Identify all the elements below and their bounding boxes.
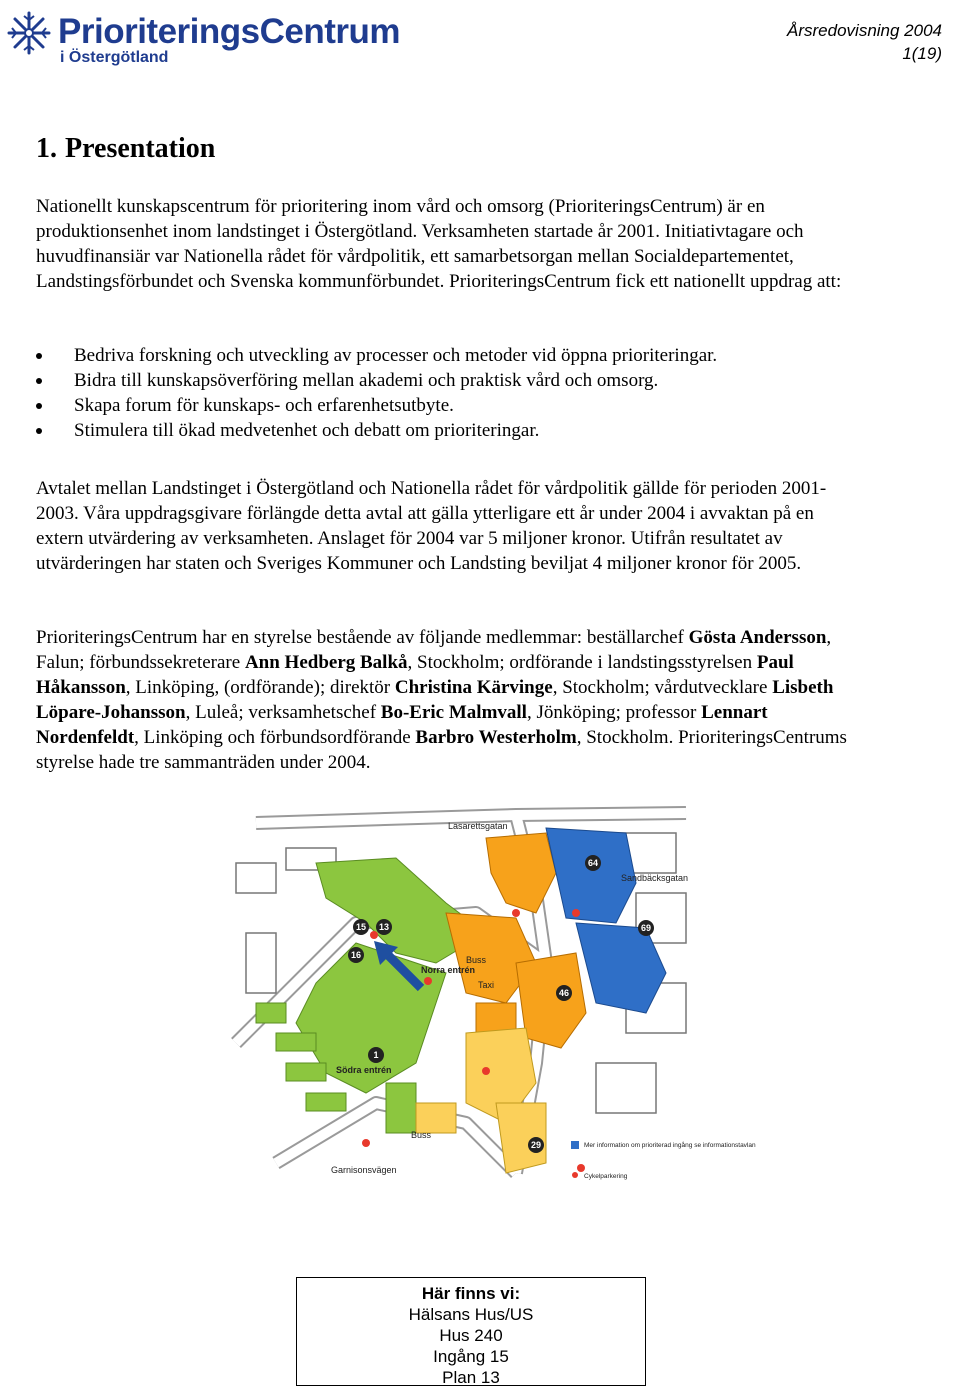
board-member-name: Gösta Andersson xyxy=(688,627,827,648)
board-member-name: Paul Håkansson xyxy=(36,652,794,698)
board-member-name: Lisbeth Löpare-Johansson xyxy=(36,677,834,723)
legend-text: Cykelparkering xyxy=(584,1173,628,1180)
board-member-name: Lennart Nordenfeldt xyxy=(36,702,768,748)
building-number: 64 xyxy=(587,858,599,868)
board-text: , Linköping och förbundsordförande xyxy=(134,727,416,748)
list-item xyxy=(36,418,864,443)
board-text: , Stockholm. PrioriteringsCentrums styrelse hade tre sammanträden under 2004. xyxy=(36,727,847,773)
street-label: Sandbäcksgatan xyxy=(621,873,689,883)
building-number: 46 xyxy=(558,988,570,998)
page-number: 1(19) xyxy=(902,44,942,63)
building-number: 29 xyxy=(530,1140,542,1150)
logo xyxy=(6,10,400,68)
board-text: , Stockholm; vårdutvecklare xyxy=(552,677,773,698)
building-number: 69 xyxy=(640,923,652,933)
bullet-icon xyxy=(36,403,42,409)
section-number: 1. xyxy=(36,133,57,164)
legend-text: Mer information om prioriterad ingång se informationstavlan xyxy=(584,1142,756,1149)
section-title: Presentation xyxy=(65,133,216,164)
mission-list xyxy=(36,343,864,443)
board-member-name: Barbro Westerholm xyxy=(415,727,577,748)
section-heading xyxy=(36,133,215,165)
intro-paragraph: Nationellt kunskapscentrum för prioritering inom vård och omsorg (PrioriteringsCentrum) är en produktionsenhet inom landstinget i Östergötland. Verksamheten startade år 2001. Initiativtagare och huvudfinansiär var Nationella rådet för vårdpolitik, ett samarbetsorgan mellan Socialdepartementet, Landstingsförbundet och Svenska kommunförbundet. PrioriteringsCentrum fick ett nationellt uppdrag att: xyxy=(36,196,842,292)
street-label: Garnisonsvägen xyxy=(331,1165,397,1175)
location-line: Plan 13 xyxy=(442,1368,500,1387)
stop-label: Buss xyxy=(466,955,487,965)
building-number: 1 xyxy=(373,1050,379,1060)
logo-name: PrioriteringsCentrum xyxy=(58,12,400,51)
entrance-label: Norra entrén xyxy=(421,965,476,975)
board-text: , Falun; förbundssekreterare xyxy=(36,627,832,673)
board-text: , Luleå; verksamhetschef xyxy=(185,702,381,723)
board-paragraph xyxy=(36,625,864,775)
stop-label: Buss xyxy=(411,1130,432,1140)
bullet-icon xyxy=(36,428,42,434)
list-item xyxy=(36,343,864,368)
entrance-label: Södra entrén xyxy=(336,1065,392,1075)
campus-map xyxy=(216,803,756,1187)
board-text: , Stockholm; ordförande i landstingsstyrelsen xyxy=(407,652,757,673)
building-number: 15 xyxy=(355,922,367,932)
stop-label: Taxi xyxy=(478,980,495,990)
board-member-name: Bo-Eric Malmvall xyxy=(380,702,527,723)
list-item-text: Skapa forum för kunskaps- och erfarenhetsutbyte. xyxy=(74,395,454,416)
snowflake-star-icon xyxy=(6,10,52,56)
bullet-icon xyxy=(36,378,42,384)
report-title: Årsredovisning 2004 xyxy=(787,21,942,40)
list-item-text: Bedriva forskning och utveckling av processer och metoder vid öppna prioriteringar. xyxy=(74,345,718,366)
board-text: PrioriteringsCentrum har en styrelse bestående av följande medlemmar: beställarchef xyxy=(36,627,689,648)
list-item-text: Bidra till kunskapsöverföring mellan akademi och praktisk vård och omsorg. xyxy=(74,370,659,391)
board-text: , Jönköping; professor xyxy=(526,702,702,723)
agreement-paragraph: Avtalet mellan Landstinget i Östergötland och Nationella rådet för vårdpolitik gällde för perioden 2001-2003. Våra uppdragsgivare förlängde detta avtal att gälla ytterligare ett år under 2004 i avvaktan på en extern utvärdering av verksamheten. Anslaget för 2004 var 5 miljoner kronor. Utifrån resultatet av utvärderingen har staten och Sveriges Kommuner och Landsting beviljat 4 miljoner kronor för 2005. xyxy=(36,478,827,574)
location-line: Ingång 15 xyxy=(433,1347,509,1366)
list-item xyxy=(36,393,864,418)
location-title: Här finns vi: xyxy=(421,1284,521,1303)
street-label: Lasarettsgatan xyxy=(448,821,508,831)
building-number: 16 xyxy=(350,950,362,960)
board-member-name: Ann Hedberg Balkå xyxy=(244,652,408,673)
board-text: , Linköping, (ordförande); direktör xyxy=(125,677,395,698)
logo-subtitle: i Östergötland xyxy=(60,49,169,66)
bullet-icon xyxy=(36,353,42,359)
list-item xyxy=(36,368,864,393)
list-item-text: Stimulera till ökad medvetenhet och debatt om prioriteringar. xyxy=(74,420,540,441)
building-number: 13 xyxy=(378,922,390,932)
location-line: Hälsans Hus/US xyxy=(408,1305,534,1324)
location-line: Hus 240 xyxy=(439,1326,503,1345)
location-box xyxy=(296,1277,646,1386)
board-member-name: Christina Kärvinge xyxy=(394,677,553,698)
page-header xyxy=(787,19,942,65)
